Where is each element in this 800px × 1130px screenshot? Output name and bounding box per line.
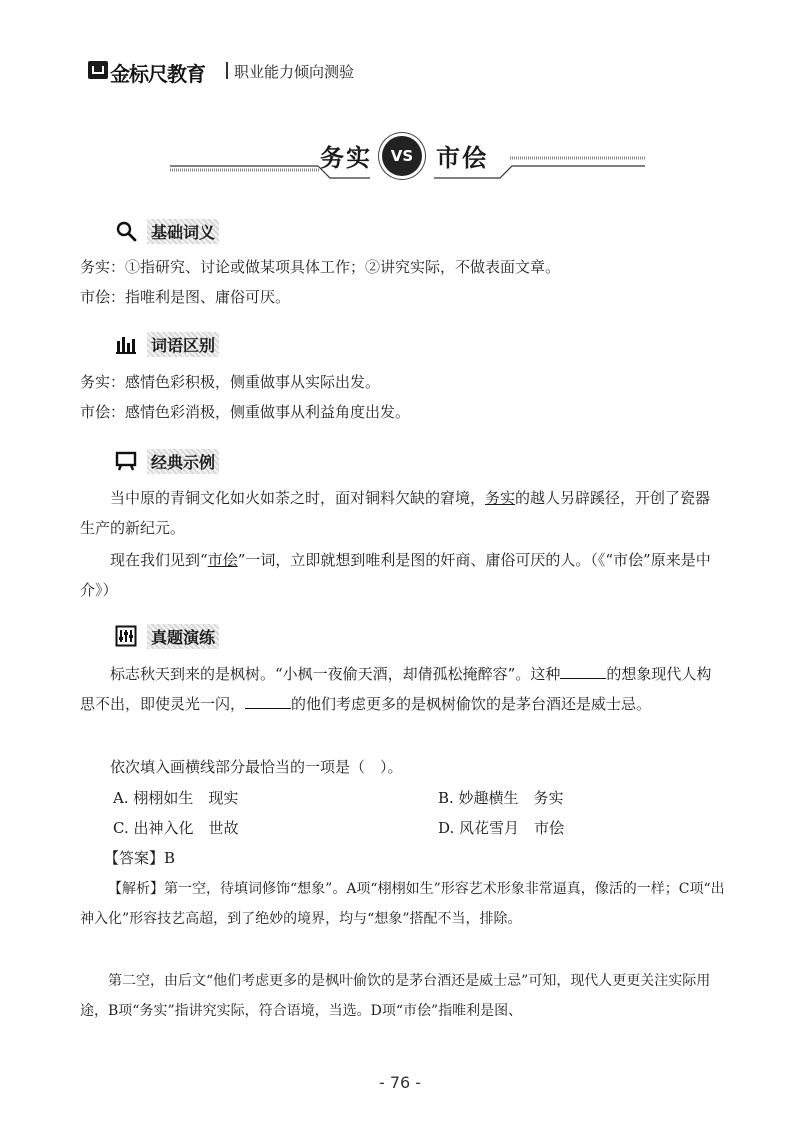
question-text-3: 的他们考虑更多的是枫树偷饮的是茅台酒还是威士忌。 [291, 695, 652, 713]
example-1-text-a: 当中原的青铜文化如火如荼之时，面对铜料欠缺的窘境， [110, 489, 486, 507]
example-2-keyword: 市侩 [207, 551, 238, 569]
brand-name: 金标尺教育 [110, 62, 205, 86]
question-text-1: 标志秋天到来的是枫树。“小枫一夜偷天酒，却倩孤松掩醉容”。这种 [110, 665, 561, 683]
section-practice-heading [115, 624, 219, 648]
question-text-2: 的想象现代人构思不出，即使灵光一闪， [80, 665, 712, 713]
section-example-title: 经典示例 [147, 449, 219, 474]
example-paragraph-2 [80, 545, 725, 605]
page-title [170, 130, 650, 190]
basic-line-1: 务实：①指研究、讨论或做某项具体工作；②讲究实际，不做表面文章。 [80, 258, 561, 276]
basic-line-2: 市侩：指唯利是图、庸俗可厌。 [80, 288, 291, 306]
section-example-heading [115, 449, 219, 473]
option-b: B. 妙趣横生 务实 [438, 789, 564, 807]
header-divider [226, 62, 228, 79]
page-number: - 76 - [378, 1073, 422, 1092]
example-1-text-b: 的越人另辟蹊径，开创了瓷器生产的新纪元。 [80, 489, 711, 537]
option-a: A. 栩栩如生 现实 [113, 789, 239, 807]
vs-badge: VS [382, 136, 422, 176]
blank-1 [560, 664, 606, 679]
option-d: D. 风花雪月 市侩 [438, 819, 565, 837]
brand-logo-icon [88, 61, 108, 79]
analysis-paragraph-1: 【解析】第一空，待填词修饰“想象”。A项“栩栩如生”形容艺术形象非常逼真，像活的一样；C项“出神入化”形容技艺高超，到了绝妙的境界，均与“想象”搭配不当，排除。 [80, 881, 725, 927]
magnifier-icon [115, 220, 137, 242]
answer-line: 【答案】B [104, 849, 176, 867]
section-practice-title: 真题演练 [147, 624, 219, 649]
section-diff-title: 词语区别 [147, 332, 219, 357]
title-right-word: 市侩 [436, 143, 488, 172]
diff-line-2: 市侩：感情色彩消极，侧重做事从利益角度出发。 [80, 403, 411, 421]
question-stem [80, 659, 725, 719]
title-left-word: 务实 [320, 143, 372, 172]
option-c: C. 出神入化 世故 [113, 819, 239, 837]
section-basic-title: 基础词义 [147, 219, 219, 244]
example-1-keyword: 务实 [485, 489, 516, 507]
section-basic-heading [115, 219, 219, 243]
sliders-icon [115, 625, 137, 647]
example-2-text-b: ”一词，立即就想到唯利是图的奸商、庸俗可厌的人。（《“市侩”原来是中介》） [80, 551, 711, 599]
blank-2 [245, 694, 291, 709]
question-prompt: 依次填入画横线部分最恰当的一项是（ ）。 [110, 758, 403, 776]
analysis-paragraph-2: 第二空，由后文“他们考虑更多的是枫叶偷饮的是茅台酒还是威士忌”可知，现代人更更关注实际用途，B项“务实”指讲究实际，符合语境，当选。D项“市侩”指唯利是图、 [80, 973, 711, 1019]
bar-chart-icon [115, 333, 137, 355]
screen-icon [115, 450, 137, 472]
example-paragraph-1 [80, 483, 725, 543]
example-2-text-a: 现在我们见到“ [110, 551, 208, 569]
diff-line-1: 务实：感情色彩积极，侧重做事从实际出发。 [80, 373, 381, 391]
header-subtitle: 职业能力倾向测验 [234, 63, 355, 81]
section-diff-heading [115, 332, 219, 356]
